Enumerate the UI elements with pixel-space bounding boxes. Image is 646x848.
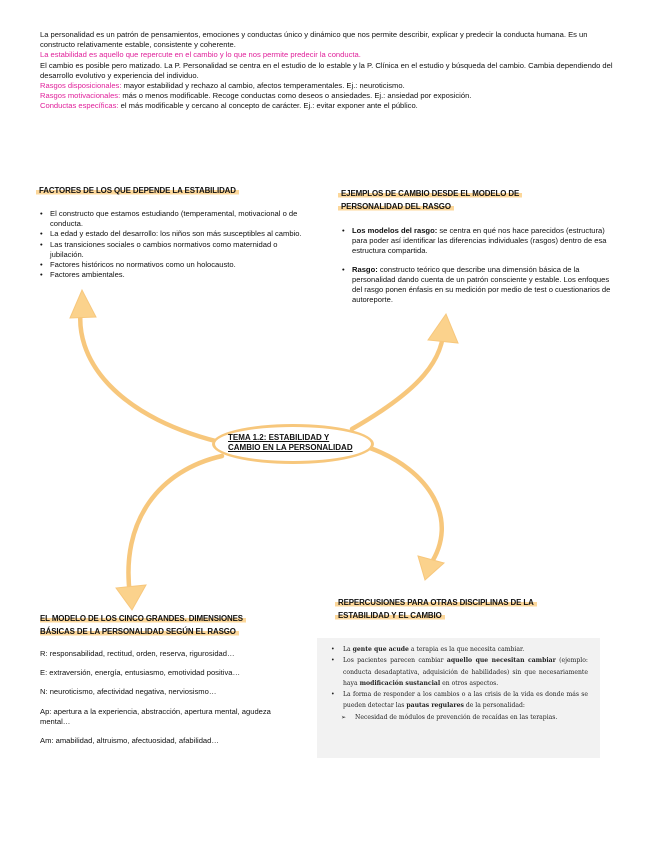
center-topic-title: [228, 433, 378, 454]
list-item: • Factores ambientales.: [38, 270, 311, 280]
arrowhead-ejemplos: [428, 314, 458, 343]
ejemplos-section: [338, 187, 614, 305]
list-subitem: ➢ Necesidad de módulos de prevención de recaídas en las terapias.: [331, 712, 588, 723]
list-item: [331, 689, 588, 712]
text: La forma de responder a los cambios o a las crisis de la vida es donde más se pueden detectar las: [343, 691, 588, 710]
text-bold: aquello que necesitan cambiar: [446, 657, 556, 665]
list-item: E: extraversión, energía, entusiasmo, emotividad positiva…: [40, 668, 241, 678]
text-bold: pautas regulares: [406, 702, 464, 710]
list-item: R: responsabilidad, rectitud, orden, reserva, rigurosidad…: [40, 649, 235, 658]
factores-list: [36, 209, 311, 280]
repercusiones-panel: [317, 638, 600, 758]
repercusiones-title-line2: ESTABILIDAD Y EL CAMBIO: [335, 611, 445, 620]
list-item: N: neuroticismo, afectividad negativa, nerviosismo…: [40, 687, 217, 697]
factores-section: [36, 180, 306, 280]
center-line2: CAMBIO EN LA PERSONALIDAD: [228, 443, 353, 453]
text-bold: gente que acude: [352, 646, 409, 653]
list-item: Ap: apertura a la experiencia, abstracción, apertura mental, agudeza mental…: [40, 706, 271, 726]
text: (ejemplo: conducta desadaptativa, adquisición de habilidades) sin que necesariamente haya: [343, 657, 588, 687]
item-bold: Rasgo:: [352, 264, 378, 274]
text: a terapia es la que necesita cambiar.: [408, 646, 525, 653]
text: Los pacientes parecen cambiar: [343, 657, 447, 665]
text-motivacionales: más o menos modificable. Recoge conductas como deseos o ansiedades. Ej.: ansiedad por exposición.: [120, 91, 472, 101]
factores-title: FACTORES DE LOS QUE DEPENDE LA ESTABILIDAD: [36, 186, 239, 195]
text: La: [343, 646, 353, 653]
item-text: se centra en qué nos hace parecidos (estructura) para poder así identificar las diferencias individuales (rasgos) dentro de esa estructura compartida.: [352, 226, 607, 256]
list-item: • El constructo que estamos estudiando (temperamental, motivacional o de conducta.: [38, 209, 311, 229]
ejemplos-list: [338, 226, 614, 305]
label-motivacionales: Rasgos motivacionales:: [40, 91, 121, 101]
label-disposicionales: Rasgos disposicionales:: [40, 81, 122, 91]
label-conductas: Conductas específicas:: [40, 101, 119, 111]
repercusiones-list: [331, 644, 588, 723]
ejemplos-title-line2: PERSONALIDAD DEL RASGO: [338, 202, 454, 211]
arrow-to-repercusiones: [370, 448, 442, 565]
list-item: [331, 655, 588, 689]
cinco-title-line1: EL MODELO DE LOS CINCO GRANDES. DIMENSIONES: [40, 614, 246, 623]
ejemplos-title-line1: EJEMPLOS DE CAMBIO DESDE EL MODELO DE: [338, 189, 522, 198]
text-bold: modificación sustancial: [359, 679, 441, 687]
list-item: [340, 226, 614, 257]
list-item: [340, 265, 614, 306]
intro-estabilidad: La estabilidad es aquello que repercute en el cambio y lo que nos permite predecir la conducta.: [40, 50, 361, 60]
list-item: [331, 644, 588, 655]
text: de la personalidad:: [463, 702, 525, 710]
text: en otros aspectos.: [440, 679, 499, 687]
arrow-to-cinco: [128, 456, 222, 595]
cinco-grandes-section: [40, 612, 300, 755]
intro-definition: La personalidad es un patrón de pensamientos, emociones y conductas único y dinámico que nos permite describir, explicar y predecir la conducta humana. Es un constructo relativamente estable, consistente y coherente.: [40, 30, 588, 50]
center-line1: TEMA 1.2: ESTABILIDAD Y: [228, 433, 330, 442]
arrowhead-cinco: [116, 585, 146, 610]
arrowhead-factores: [70, 290, 96, 318]
item-text: constructo teórico que describe una dimensión básica de la personalidad dando cuenta de un patrón consciente y estable. Los enfoques del rasgo ponen énfasis en su medición por medio de test o cuestionarios de autoreporte.: [352, 264, 611, 305]
intro-cambio: El cambio es posible pero matizado. La P. Personalidad se centra en el estudio de lo estable y la P. Clínica en el estudio y búsqueda del cambio. Cambia dependiendo del desarrollo evolutivo y experiencia del individuo.: [40, 60, 613, 80]
arrow-to-factores: [80, 302, 228, 444]
text-disposicionales: mayor estabilidad y rechazo al cambio, afectos temperamentales. Ej.: neuroticismo.: [121, 81, 405, 91]
item-bold: Los modelos del rasgo:: [352, 226, 438, 235]
list-item: Am: amabilidad, altruismo, afectuosidad, afabilidad…: [40, 736, 219, 746]
arrowhead-repercusiones: [418, 556, 444, 580]
list-item: • Factores históricos no normativos como un holocausto.: [38, 260, 311, 270]
text-conductas: el más modificable y cercano al concepto de carácter. Ej.: evitar exponer ante el público.: [118, 101, 418, 111]
repercusiones-title-line1: REPERCUSIONES PARA OTRAS DISCIPLINAS DE LA: [335, 598, 537, 607]
cinco-title-line2: BÁSICAS DE LA PERSONALIDAD SEGÚN EL RASGO: [40, 627, 239, 636]
repercusiones-title: [335, 596, 605, 621]
list-item: • La edad y estado del desarrollo: los niños son más susceptibles al cambio.: [38, 229, 311, 239]
list-item: • Las transiciones sociales o cambios normativos como maternidad o jubilación.: [38, 240, 311, 260]
cinco-list: [40, 649, 300, 746]
